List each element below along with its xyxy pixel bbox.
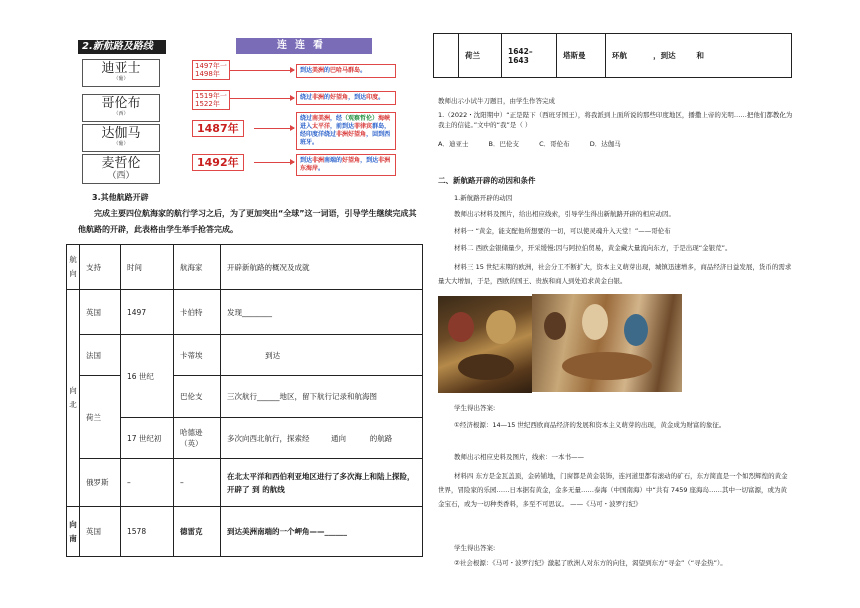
teacher-paragraph: 教师出示材料及图片，给出相应线索，引导学生得出新航路开辟的相应动因。 — [454, 210, 675, 218]
sub-heading: 3.其他航路开辟 — [92, 193, 149, 202]
year-box: 1497年一 1498年 — [192, 60, 230, 80]
cell-navigator: 巴伦支 — [174, 376, 221, 418]
direction-north: 向 北 — [67, 290, 80, 507]
navigator-name: 迪亚士 — [101, 61, 141, 76]
navigator-box-magellan — [82, 154, 160, 184]
cell-navigator: – — [174, 459, 221, 507]
year-box: 1519年一 1522年 — [192, 90, 230, 110]
option-c: C．哥伦布 — [539, 140, 570, 148]
header-navigator: 航海家 — [174, 245, 221, 290]
question-text: 1.（2022・沈阳期中）“正是陛下（西班牙国王），将我派到上面所说的那些印度地区，播撒上帝的光明……把他们都教化为我主的信徒。”文中的“我”是（ ） — [438, 111, 793, 129]
cell-time: 1642–1643 — [502, 34, 557, 78]
section-banner: 2.新航路及路线 — [78, 40, 166, 54]
navigator-name: 哥伦布 — [101, 96, 141, 111]
route-box: 绕过非洲的好望角，到达印度。 — [296, 91, 396, 105]
cell-support: 法国 — [80, 335, 121, 376]
answer-heading-2: 学生得出答案: — [454, 544, 496, 552]
arrow-icon — [254, 128, 294, 129]
table-row — [67, 376, 423, 418]
cell-support: 英国 — [80, 290, 121, 335]
route-box: 绕过南美洲，经（观察哲伦）海峡进入太平洋，前到达菲律宾群岛，经印度洋绕过非洲好望角，回到西班牙。 — [296, 112, 396, 150]
header-detail: 开辟新航路的概况及成就 — [221, 245, 423, 290]
navigator-box-da-gama — [82, 124, 160, 152]
navigator-country: （葡） — [113, 76, 129, 82]
cell-navigator: 塔斯曼 — [557, 34, 606, 78]
navigator-country: （葡） — [113, 141, 129, 147]
painting-market-image — [532, 294, 682, 392]
cell-empty — [434, 34, 459, 78]
subsection-heading: 1.新航路开辟的动因 — [454, 194, 513, 202]
continued-table-row — [433, 33, 792, 78]
answer-social: ②社会根源：《马可・波罗行纪》激起了欧洲人对东方的向往，渴望到东方“寻金”（“寻金热”）。 — [454, 559, 727, 567]
table-row — [67, 335, 423, 376]
cell-time: 17 世纪初 — [121, 418, 174, 459]
cell-time: 16 世纪 — [121, 335, 174, 418]
arrow-icon — [254, 162, 294, 163]
answer-economic: ①经济根源：14—15 世纪西欧商品经济的发展和资本主义萌芽的出现，黄金成为财富的象征。 — [454, 421, 726, 429]
cell-detail: 三次航行______地区，留下航行记录和航海图 — [221, 376, 423, 418]
navigator-country: （西） — [107, 171, 135, 181]
question-options — [438, 139, 793, 149]
cell-navigator: 哈德逊 （英） — [174, 418, 221, 459]
arrow-icon — [230, 98, 294, 99]
table-row — [434, 34, 792, 78]
option-a: A．迪亚士 — [438, 140, 469, 148]
answer-heading: 学生得出答案: — [454, 404, 496, 412]
table-header-row — [67, 245, 423, 290]
cell-navigator: 德雷克 — [174, 507, 221, 557]
material-two: 材料二 西欧金银储量少，开采缓慢;因与阿拉伯贸易，黄金藏大量流向东方，于是出现“金银荒”。 — [454, 244, 732, 252]
teacher-paragraph-2: 教师出示相应史料及图片，线索：一本书—— — [454, 453, 584, 461]
table-row — [67, 459, 423, 507]
cell-time: 1578 — [121, 507, 174, 557]
teacher-intro: 教师出示小试牛刀题目，由学生作答完成 — [438, 97, 555, 105]
direction-south: 向 南 — [67, 507, 80, 557]
section-heading: 二、新航路开辟的动因和条件 — [438, 176, 536, 185]
cell-detail: 环航 ，到达 和 — [606, 34, 792, 78]
year-box: 1492年 — [192, 154, 244, 171]
cell-detail: 在北太平洋和西伯利亚地区进行了多次海上和陆上探险，开辟了 到 的航线 — [221, 459, 423, 507]
cell-time: 1497 — [121, 290, 174, 335]
cell-support: 英国 — [80, 507, 121, 557]
header-direction: 航向 — [67, 245, 80, 290]
cell-support: 俄罗斯 — [80, 459, 121, 507]
material-three: 材料三 15 世纪末期的欧洲，社会分工不断扩大，资本主义萌芽出现，城镇迅速增多，商品经济日益发展，货币的需求量大大增加，于是，西欧的国王、贵族和商人到处追求黄金白银。 — [438, 263, 792, 285]
routes-table — [66, 244, 423, 557]
header-support: 支持 — [80, 245, 121, 290]
table-row — [67, 290, 423, 335]
table-row — [67, 418, 423, 459]
navigator-box-columbus — [82, 94, 160, 122]
painting-moneychanger-image — [438, 296, 532, 393]
cell-navigator: 卡伯特 — [174, 290, 221, 335]
header-time: 时间 — [121, 245, 174, 290]
cell-detail: 到达美洲南端的一个岬角——______ — [221, 507, 423, 557]
cell-time: – — [121, 459, 174, 507]
navigator-country: （西） — [113, 111, 129, 117]
route-box: 到达美洲的巴哈马群岛。 — [296, 64, 396, 78]
option-d: D．达伽马 — [589, 140, 621, 148]
cell-detail: 到达 — [221, 335, 423, 376]
cell-support: 荷兰 — [459, 34, 502, 78]
option-b: B．巴伦支 — [488, 140, 519, 148]
intro-paragraph: 完成主要四位航海家的航行学习之后，为了更加突出“全球”这一词语，引导学生继续完成其他航路的开辟，此表格由学生举手抢答完成。 — [78, 209, 417, 234]
cell-navigator: 卡蒂埃 — [174, 335, 221, 376]
material-four: 材料四 东方是金瓦盖顶，金砖铺地，门窗都是黄金装饰，连河道里都有滚动的矿石，东方简直是一个如烈辉煌的黄金世界，冒险家的乐园……日本据有黄金，金多无量……泰海（中国南海）中“共有 7459 座海岛……其中一切富源，或为黄金宝石，或为一切种类香料，多至不可思议。 ——《马可・波罗行纪》 — [438, 472, 788, 508]
cell-support: 荷兰 — [80, 376, 121, 459]
navigator-name: 达伽马 — [101, 126, 141, 141]
look-title: 连连看 — [236, 38, 372, 54]
cell-detail: 发现________ — [221, 290, 423, 335]
navigator-box-dias — [82, 59, 160, 87]
route-box: 到达非洲南端的好望角，到达非洲东海岸。 — [296, 154, 396, 176]
navigator-name: 麦哲伦 — [101, 156, 141, 171]
cell-detail: 多次向西北航行，探索经 通向 的航路 — [221, 418, 423, 459]
material-one: 材料一 “黄金，能支配他所想要的一切，可以使灵魂升入天堂！”——哥伦布 — [454, 227, 671, 235]
table-row — [67, 507, 423, 557]
year-box: 1487年 — [192, 120, 244, 137]
arrow-icon — [230, 70, 294, 71]
